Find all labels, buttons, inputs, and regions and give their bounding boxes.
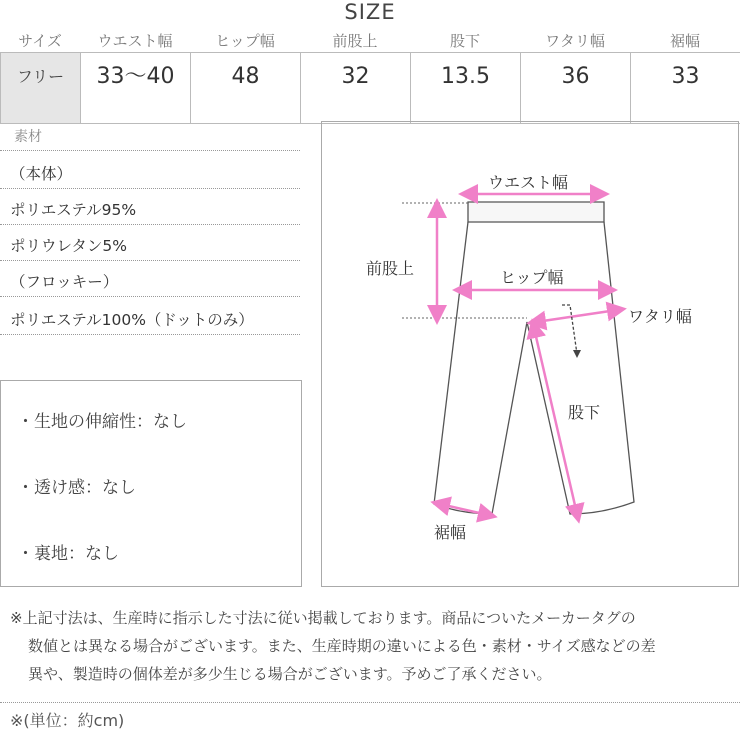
material-text: ポリエステル95% (10, 201, 137, 219)
label-hem: 裾幅 (434, 523, 467, 542)
value-rise: 32 (301, 53, 411, 123)
unit-note: ※(単位：約cm) (10, 711, 125, 730)
inseam-guide-line (562, 305, 577, 354)
value-hip: 48 (191, 53, 301, 123)
materials-divider (0, 150, 300, 151)
feature-lining: ・裏地：なし (17, 544, 119, 564)
header-thigh: ワタリ幅 (545, 32, 605, 50)
header-hip: ヒップ幅 (215, 32, 275, 50)
label-thigh: ワタリ幅 (628, 307, 692, 326)
measurement-diagram (321, 121, 739, 587)
note-line: 異や、製造時の個体差が多少生じる場合がございます。予めご了承ください。 (28, 665, 552, 683)
feature-stretch: ・生地の伸縮性：なし (17, 412, 187, 432)
note-line: ※上記寸法は、生産時に指示した寸法に従い掲載しております。商品についたメーカータグの (10, 609, 636, 627)
value-waist: 33～40 (81, 53, 191, 123)
note-divider (0, 702, 740, 703)
material-text: ポリウレタン5% (10, 237, 127, 255)
header-rise: 前股上 (332, 32, 378, 50)
material-line (0, 308, 300, 335)
label-hip: ヒップ幅 (500, 268, 564, 287)
label-rise: 前股上 (366, 259, 415, 278)
material-line (0, 162, 300, 189)
pants-outline (434, 202, 634, 514)
disclaimer-note (10, 604, 730, 688)
header-size: サイズ (18, 32, 62, 50)
material-text: ポリエステル100%（ドットのみ） (10, 311, 254, 329)
thigh-arrow (536, 310, 617, 322)
header-hem: 裾幅 (669, 32, 700, 50)
materials-label: 素材 (14, 129, 42, 145)
hem-arrow (440, 504, 488, 515)
material-line (0, 198, 300, 225)
inseam-guide-arrowhead (573, 350, 581, 358)
header-waist: ウエスト幅 (97, 32, 173, 50)
feature-sheerness: ・透け感：なし (17, 478, 136, 498)
value-inseam: 13.5 (411, 53, 521, 123)
label-waist: ウエスト幅 (488, 173, 569, 192)
value-hem: 33 (631, 53, 740, 123)
material-line (0, 234, 300, 261)
material-text: （フロッキー） (10, 273, 119, 291)
material-text: （本体） (10, 165, 73, 183)
row-label-free: フリー (1, 53, 81, 123)
header-inseam: 股下 (449, 32, 480, 50)
size-row (0, 52, 740, 124)
value-thigh: 36 (521, 53, 631, 123)
fabric-features-box (0, 380, 302, 587)
note-line: 数値とは異なる場合がございます。また、生産時期の違いによる色・素材・サイズ感などの差 (28, 637, 656, 655)
label-inseam: 股下 (568, 403, 601, 422)
material-line (0, 270, 300, 297)
size-title: SIZE (344, 0, 396, 24)
